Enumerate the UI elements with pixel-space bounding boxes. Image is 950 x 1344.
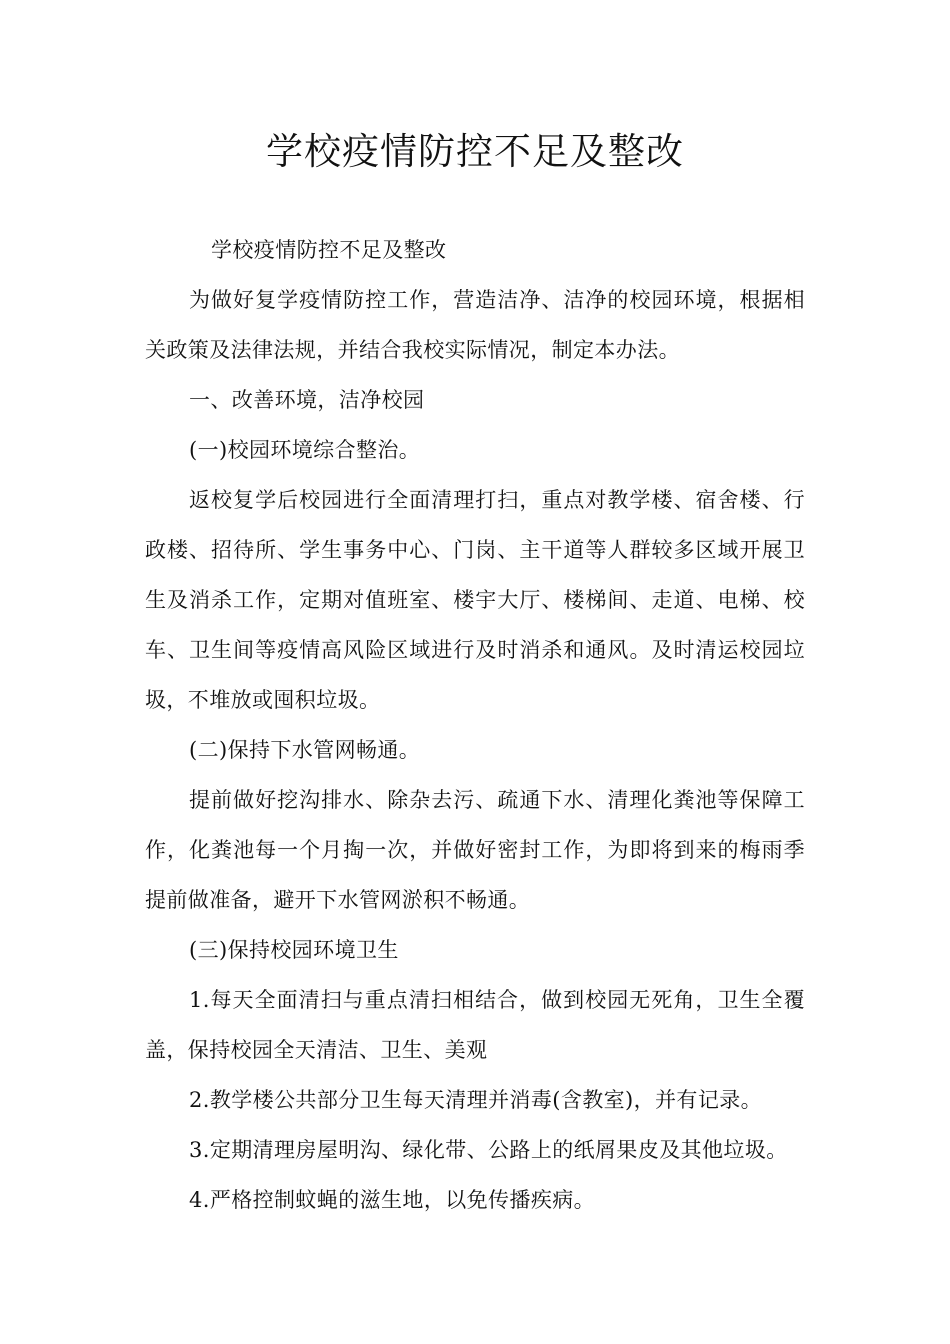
list-item: 4.严格控制蚊蝇的滋生地，以免传播疾病。 [189,1188,596,1212]
list-item: 2.教学楼公共部分卫生每天清理并消毒(含教室)，并有记录。 [189,1088,763,1112]
body-paragraph: 提前做好挖沟排水、除杂去污、疏通下水、清理化粪池等保障工作，化粪池每一个月掏一次，并做好密封工作，为即将到来的梅雨季提前做准备，避开下水管网淤积不畅通。 [145,788,805,912]
subtitle-paragraph: 学校疫情防控不足及整改 [211,238,447,262]
intro-paragraph: 为做好复学疫情防控工作，营造洁净、洁净的校园环境，根据相关政策及法律法规，并结合我校实际情况，制定本办法。 [145,288,805,362]
list-item: 1.每天全面清扫与重点清扫相结合，做到校园无死角，卫生全覆盖，保持校园全天清洁、卫生、美观 [145,988,805,1062]
document-body [145,225,805,1225]
list-item: 3.定期清理房屋明沟、绿化带、公路上的纸屑果皮及其他垃圾。 [189,1138,788,1162]
document-title: 学校疫情防控不足及整改 [266,130,684,173]
section-heading-1: 一、改善环境，洁净校园 [189,388,425,412]
body-paragraph: 返校复学后校园进行全面清理打扫，重点对教学楼、宿舍楼、行政楼、招待所、学生事务中心、门岗、主干道等人群较多区域开展卫生及消杀工作，定期对值班室、楼宇大厅、楼梯间、走道、电梯、校车、卫生间等疫情高风险区域进行及时消杀和通风。及时清运校园垃圾，不堆放或囤积垃圾。 [145,488,805,712]
subsection-heading-1: (一)校园环境综合整治。 [189,438,421,462]
subsection-heading-2: (二)保持下水管网畅通。 [189,738,421,762]
subsection-heading-3: (三)保持校园环境卫生 [189,938,399,962]
